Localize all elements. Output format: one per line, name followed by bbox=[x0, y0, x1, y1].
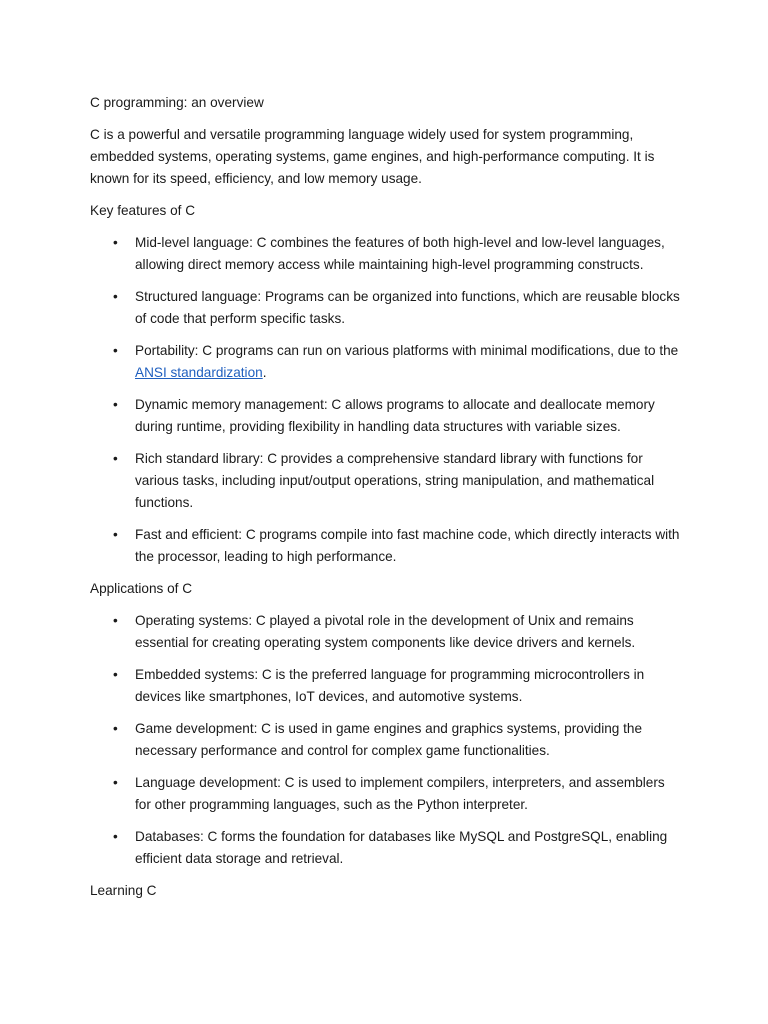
list-item-app-languages: • Language development: C is used to implement compilers, interpreters, and assemblers for other programming languages, such as the Python interpreter. bbox=[135, 772, 680, 816]
features-heading: Key features of C bbox=[90, 203, 196, 218]
list-item-feature-library: • Rich standard library: C provides a comprehensive standard library with functions for various tasks, including input/output operations, string manipulation, and mathematical functions. bbox=[135, 448, 680, 514]
list-item-app-os: • Operating systems: C played a pivotal role in the development of Unix and remains essential for creating operating system components like device drivers and kernels. bbox=[135, 610, 680, 654]
list-item-feature-fast: • Fast and efficient: C programs compile into fast machine code, which directly interacts with the processor, leading to high performance. bbox=[135, 524, 680, 568]
list-item-feature-mid-level: • Mid-level language: C combines the features of both high-level and low-level languages, allowing direct memory access while maintaining high-level programming constructs. bbox=[135, 232, 680, 276]
list-item-feature-memory: • Dynamic memory management: C allows programs to allocate and deallocate memory during runtime, providing flexibility in handling data structures with variable sizes. bbox=[135, 394, 680, 438]
portability-suffix: . bbox=[262, 365, 267, 380]
applications-list bbox=[90, 610, 680, 870]
document-body bbox=[90, 92, 680, 912]
list-item-app-embedded: • Embedded systems: C is the preferred language for programming microcontrollers in devices like smartphones, IoT devices, and automotive systems. bbox=[135, 664, 680, 708]
ansi-standardization-link[interactable]: ANSI standardization bbox=[135, 365, 263, 380]
list-item-app-databases: • Databases: C forms the foundation for databases like MySQL and PostgreSQL, enabling efficient data storage and retrieval. bbox=[135, 826, 680, 870]
features-list bbox=[90, 232, 680, 568]
learning-heading: Learning C bbox=[90, 883, 157, 898]
document-title: C programming: an overview bbox=[90, 95, 264, 110]
portability-text: Portability: C programs can run on various platforms with minimal modifications, due to the bbox=[135, 343, 679, 358]
list-item-feature-portability bbox=[135, 340, 680, 384]
intro-paragraph: C is a powerful and versatile programming language widely used for system programming, embedded systems, operating systems, game engines, and high-performance computing. It is known for its speed, efficiency, and low memory usage. bbox=[90, 127, 655, 186]
applications-heading: Applications of C bbox=[90, 581, 193, 596]
list-item-app-games: • Game development: C is used in game engines and graphics systems, providing the necessary performance and control for complex game functionalities. bbox=[135, 718, 680, 762]
list-item-feature-structured: • Structured language: Programs can be organized into functions, which are reusable blocks of code that perform specific tasks. bbox=[135, 286, 680, 330]
